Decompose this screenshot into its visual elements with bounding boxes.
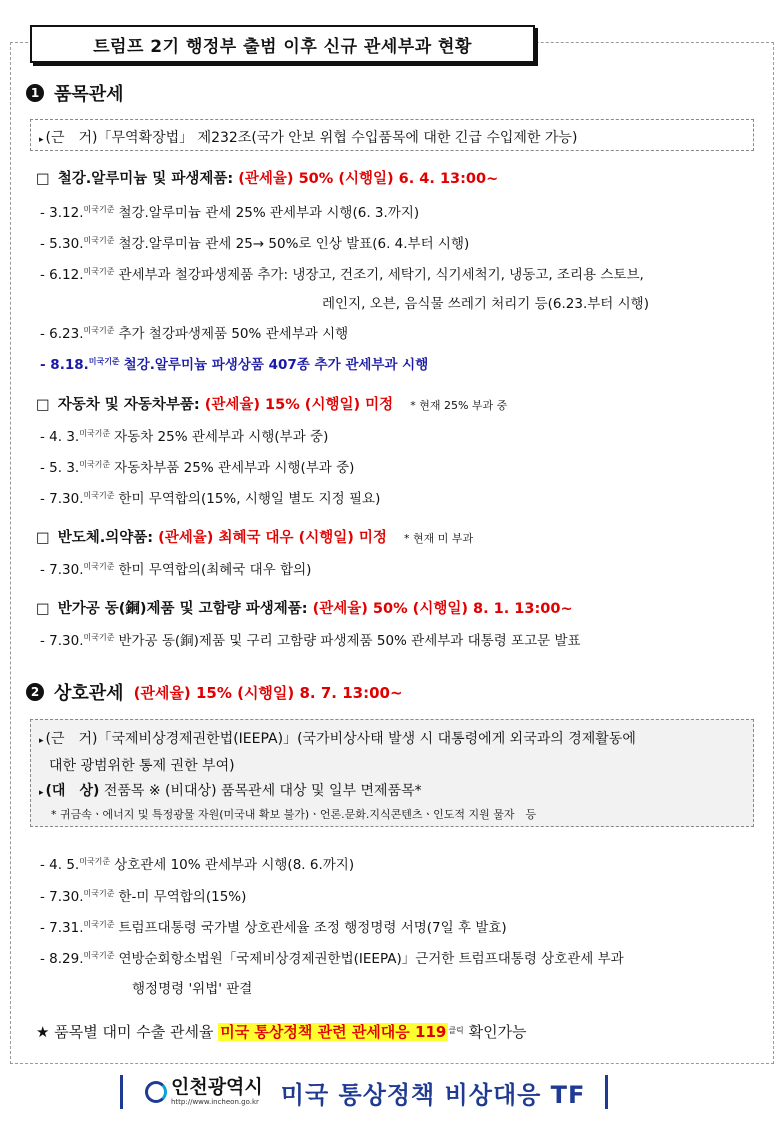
star-icon: ★ bbox=[36, 1023, 50, 1041]
list-item: - 5.30.$^{미국기준}$ 철강.알루미늄 관세 25→ 50%로 인상 발표(6. 4.부터 시행) bbox=[40, 236, 470, 252]
group-semiconductor-heading: □ 반도체.의약품: (관세율) 최혜국 대우 (시행일) 미정 * 현재 미 부과 bbox=[36, 530, 474, 546]
tf-title: 미국 통상정책 비상대응 TF bbox=[280, 1080, 586, 1109]
list-item: - 7.30.$^{미국기준}$ 한-미 무역합의(15%) bbox=[40, 889, 247, 905]
list-item: - 7.31.$^{미국기준}$ 트럼프대통령 국가별 상호관세율 조정 행정명령 서명(7일 후 발효) bbox=[40, 920, 507, 936]
number-1-icon: 1 bbox=[26, 84, 44, 102]
list-item: - 4. 3.$^{미국기준}$ 자동차 25% 관세부과 시행(부과 중) bbox=[40, 429, 329, 445]
number-2-icon: 2 bbox=[26, 683, 44, 701]
list-item: - 7.30.$^{미국기준}$ 한미 무역합의(15%, 시행일 별도 지정 필요) bbox=[40, 491, 381, 507]
section2-heading: 2 상호관세 (관세율) 15% (시행일) 8. 7. 13:00~ bbox=[26, 679, 403, 705]
section1-heading: 1 품목관세 bbox=[26, 80, 124, 106]
document-title: 트럼프 2기 행정부 출범 이후 신규 관세부과 현황 bbox=[30, 25, 535, 63]
list-item-continuation: 레인지, 오븐, 음식물 쓰레기 처리기 등(6.23.부터 시행) bbox=[322, 296, 649, 312]
group-auto-heading: □ 자동차 및 자동차부품: (관세율) 15% (시행일) 미정 * 현재 25% 부과 중 bbox=[36, 397, 508, 413]
footer-note: ★ 품목별 대미 수출 관세율 미국 통상정책 관련 관세대응 119 $^{클릭}$ 확인가능 bbox=[36, 1023, 527, 1041]
footer-banner bbox=[120, 1072, 665, 1112]
group-steel-heading: □ 철강.알루미늄 및 파생제품: (관세율) 50% (시행일) 6. 4. 13:00~ bbox=[36, 171, 499, 187]
list-item-highlight: - 8.18.$^{미국기준}$ 철강.알루미늄 파생상품 407종 추가 관세부과 시행 bbox=[40, 357, 429, 373]
group-copper-heading: □ 반가공 동(銅)제품 및 고함량 파생제품: (관세율) 50% (시행일) 8. 1. 13:00~ bbox=[36, 601, 573, 617]
list-item: - 3.12.$^{미국기준}$ 철강.알루미늄 관세 25% 관세부과 시행(6. 3.까지) bbox=[40, 205, 420, 221]
checkbox-square-icon: □ bbox=[36, 530, 50, 546]
list-item: - 6.12.$^{미국기준}$ 관세부과 철강파생제품 추가: 냉장고, 건조기, 세탁기, 식기세척기, 냉동고, 조리용 스토브, bbox=[40, 267, 644, 283]
tariff-119-link[interactable]: 미국 통상정책 관련 관세대응 119 bbox=[220, 1023, 447, 1041]
list-item-continuation: 행정명령 '위법' 판결 bbox=[132, 981, 253, 997]
triangle-bullet-icon: ▸ bbox=[39, 736, 44, 746]
section1-basis-box: ▸ (근 거)「무역확장법」 제232조(국가 안보 위협 수입품목에 대한 긴급 수입제한 가능) bbox=[30, 119, 754, 151]
triangle-bullet-icon: ▸ bbox=[39, 135, 44, 145]
incheon-logo-icon bbox=[145, 1081, 167, 1103]
list-item: - 6.23.$^{미국기준}$ 추가 철강파생제품 50% 관세부과 시행 bbox=[40, 326, 349, 342]
checkbox-square-icon: □ bbox=[36, 397, 50, 413]
list-item: - 7.30.$^{미국기준}$ 한미 무역합의(최혜국 대우 합의) bbox=[40, 562, 312, 578]
checkbox-square-icon: □ bbox=[36, 601, 50, 617]
section2-basis-box: ▸ (근 거)「국제비상경제권한법(IEEPA)」(국가비상사태 발생 시 대통령에게 외국과의 경제활동에 대한 광범위한 통제 권한 부여) ▸ (대 상) 전품목 ※ (비대상) 품목관세 대상 및 일부 면제품목* * 귀금속ㆍ에너지 및 특정광물 자원(미국내 확보 불가)ㆍ언론.문화.지식콘텐츠ㆍ인도적 지원 물자 등 bbox=[30, 719, 754, 827]
list-item: - 5. 3.$^{미국기준}$ 자동차부품 25% 관세부과 시행(부과 중) bbox=[40, 460, 355, 476]
triangle-bullet-icon: ▸ bbox=[39, 788, 44, 798]
page-frame bbox=[10, 42, 774, 1064]
checkbox-square-icon: □ bbox=[36, 171, 50, 187]
banner-left-bar bbox=[120, 1075, 123, 1109]
incheon-logo: 인천광역시 http://www.incheon.go.kr bbox=[145, 1078, 263, 1106]
list-item: - 7.30.$^{미국기준}$ 반가공 동(銅)제품 및 구리 고함량 파생제품 50% 관세부과 대통령 포고문 발표 bbox=[40, 633, 581, 649]
list-item: - 8.29.$^{미국기준}$ 연방순회항소법원「국제비상경제권한법(IEEPA)」근거한 트럼프대통령 상호관세 부과 bbox=[40, 951, 624, 967]
banner-right-bar bbox=[605, 1075, 608, 1109]
list-item: - 4. 5.$^{미국기준}$ 상호관세 10% 관세부과 시행(8. 6.까지) bbox=[40, 857, 355, 873]
